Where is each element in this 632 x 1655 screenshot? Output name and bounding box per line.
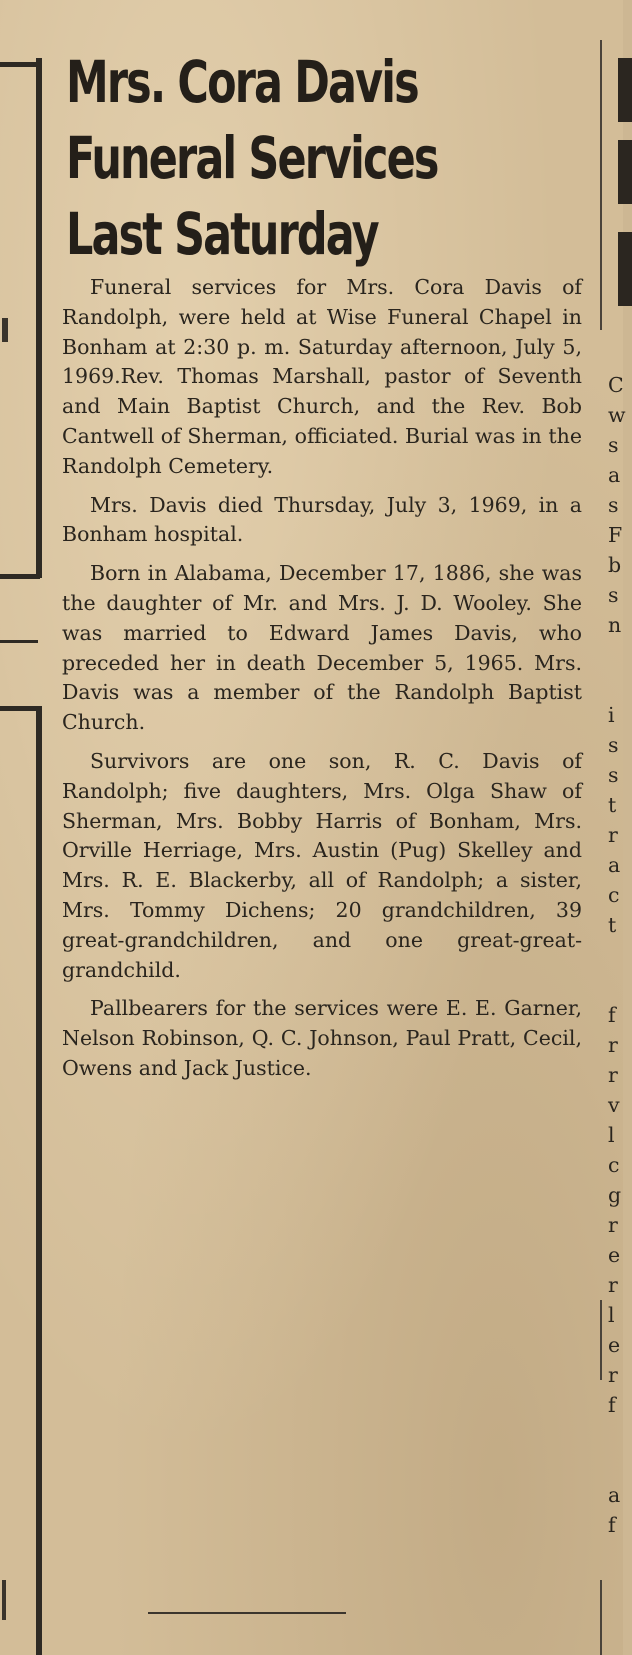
right-column-text-fragment: e [608,1243,621,1267]
right-column-text-fragment: c [608,883,620,907]
headline-line: Mrs. Cora Davis [66,48,418,116]
right-column-text-fragment: i [608,703,615,727]
right-column-text-fragment: c [608,1153,620,1177]
paragraph-survivors: Survivors are one son, R. C. Davis of Randolph; five daughters, Mrs. Olga Shaw of Sherman, Mrs. Bobby Harris of Bonham, Mrs. Orville Herriage, Mrs. Austin (Pug) Skelley and Mrs. R. E. Blackerby, all of Randolph; a sister, Mrs. Tommy Dichens; 20 grandchildren, 39 great-grandchildren, and one great-great-grandchild. [62,748,582,982]
right-column-text-fragment: l [608,1303,615,1327]
right-column-text-fragment: r [608,1363,618,1387]
left-column-rule-upper [36,58,42,578]
paragraph-funeral-services: Funeral services for Mrs. Cora Davis of Randolph, were held at Wise Funeral Chapel in Bonham at 2:30 p. m. Saturday afternoon, July 5, 1969.Rev. Thomas Marshall, pastor of Seventh and Main Baptist Church, and the Rev. Bob Cantwell of Sherman, officiated. Burial was in the Randolph Cemetery. [62,275,582,478]
right-column-text-fragment: f [608,1513,616,1537]
right-column-text-fragment: t [608,913,617,937]
article-end-rule [148,1612,346,1614]
right-column-text-fragment: s [608,433,619,457]
right-column-text-fragment: s [608,493,619,517]
paragraph-pallbearers: Pallbearers for the services were E. E. Garner, Nelson Robinson, Q. C. Johnson, Paul Pratt, Cecil, Owens and Jack Justice. [62,996,582,1080]
right-column-text-fragment: a [608,853,621,877]
left-column-rule-mid [0,574,40,579]
left-column-rule-lower-top [0,706,40,711]
left-column-rule-lower [36,706,42,1655]
right-column-headline-fragment [618,140,632,204]
right-column-text-fragment: F [608,523,623,547]
paragraph-death: Mrs. Davis died Thursday, July 3, 1969, in a Bonham hospital. [62,492,582,547]
right-column-text-fragment: r [608,1033,618,1057]
right-column-text-fragment: a [608,1483,621,1507]
right-column-text-fragment: w [608,403,626,427]
right-column-text-fragment: s [608,733,619,757]
column-separator [600,40,602,330]
left-column-edge-mark [2,1580,6,1620]
right-column-text-fragment: r [608,1273,618,1297]
article-headline [66,44,569,272]
right-column-text-fragment: t [608,793,617,817]
column-separator [600,1300,602,1380]
headline-line: Last Saturday [66,200,378,268]
right-column-text-fragment: f [608,1393,616,1417]
right-column-text-fragment: C [608,373,624,397]
right-column-text-fragment: s [608,583,619,607]
article-body [62,273,582,1084]
left-column-edge-mark [2,318,8,342]
right-column-headline-fragment [618,58,632,122]
right-column-text-fragment: l [608,1123,615,1147]
headline-line: Funeral Services [66,124,438,192]
right-column-text-fragment: f [608,1003,616,1027]
right-column-text-fragment: r [608,1063,618,1087]
right-column-headline-fragment [618,232,632,306]
right-column-text-fragment: s [608,763,619,787]
right-column-text-fragment: g [608,1183,622,1207]
column-separator [600,1580,602,1655]
left-column-divider [0,640,38,643]
right-column-text-fragment: r [608,1213,618,1237]
right-column-text-fragment: b [608,553,622,577]
left-column-rule-top [0,62,40,67]
right-column-text-fragment: e [608,1333,621,1357]
obituary-article [62,44,582,1093]
right-column-text-fragment: r [608,823,618,847]
right-column-text-fragment: a [608,463,621,487]
paragraph-biography: Born in Alabama, December 17, 1886, she was the daughter of Mr. and Mrs. J. D. Wooley. She was married to Edward James Davis, who preceded her in death December 5, 1965. Mrs. Davis was a member of the Randolph Baptist Church. [62,561,582,735]
right-column-text-fragment: n [608,613,622,637]
right-column-text-fragment: v [608,1093,620,1117]
